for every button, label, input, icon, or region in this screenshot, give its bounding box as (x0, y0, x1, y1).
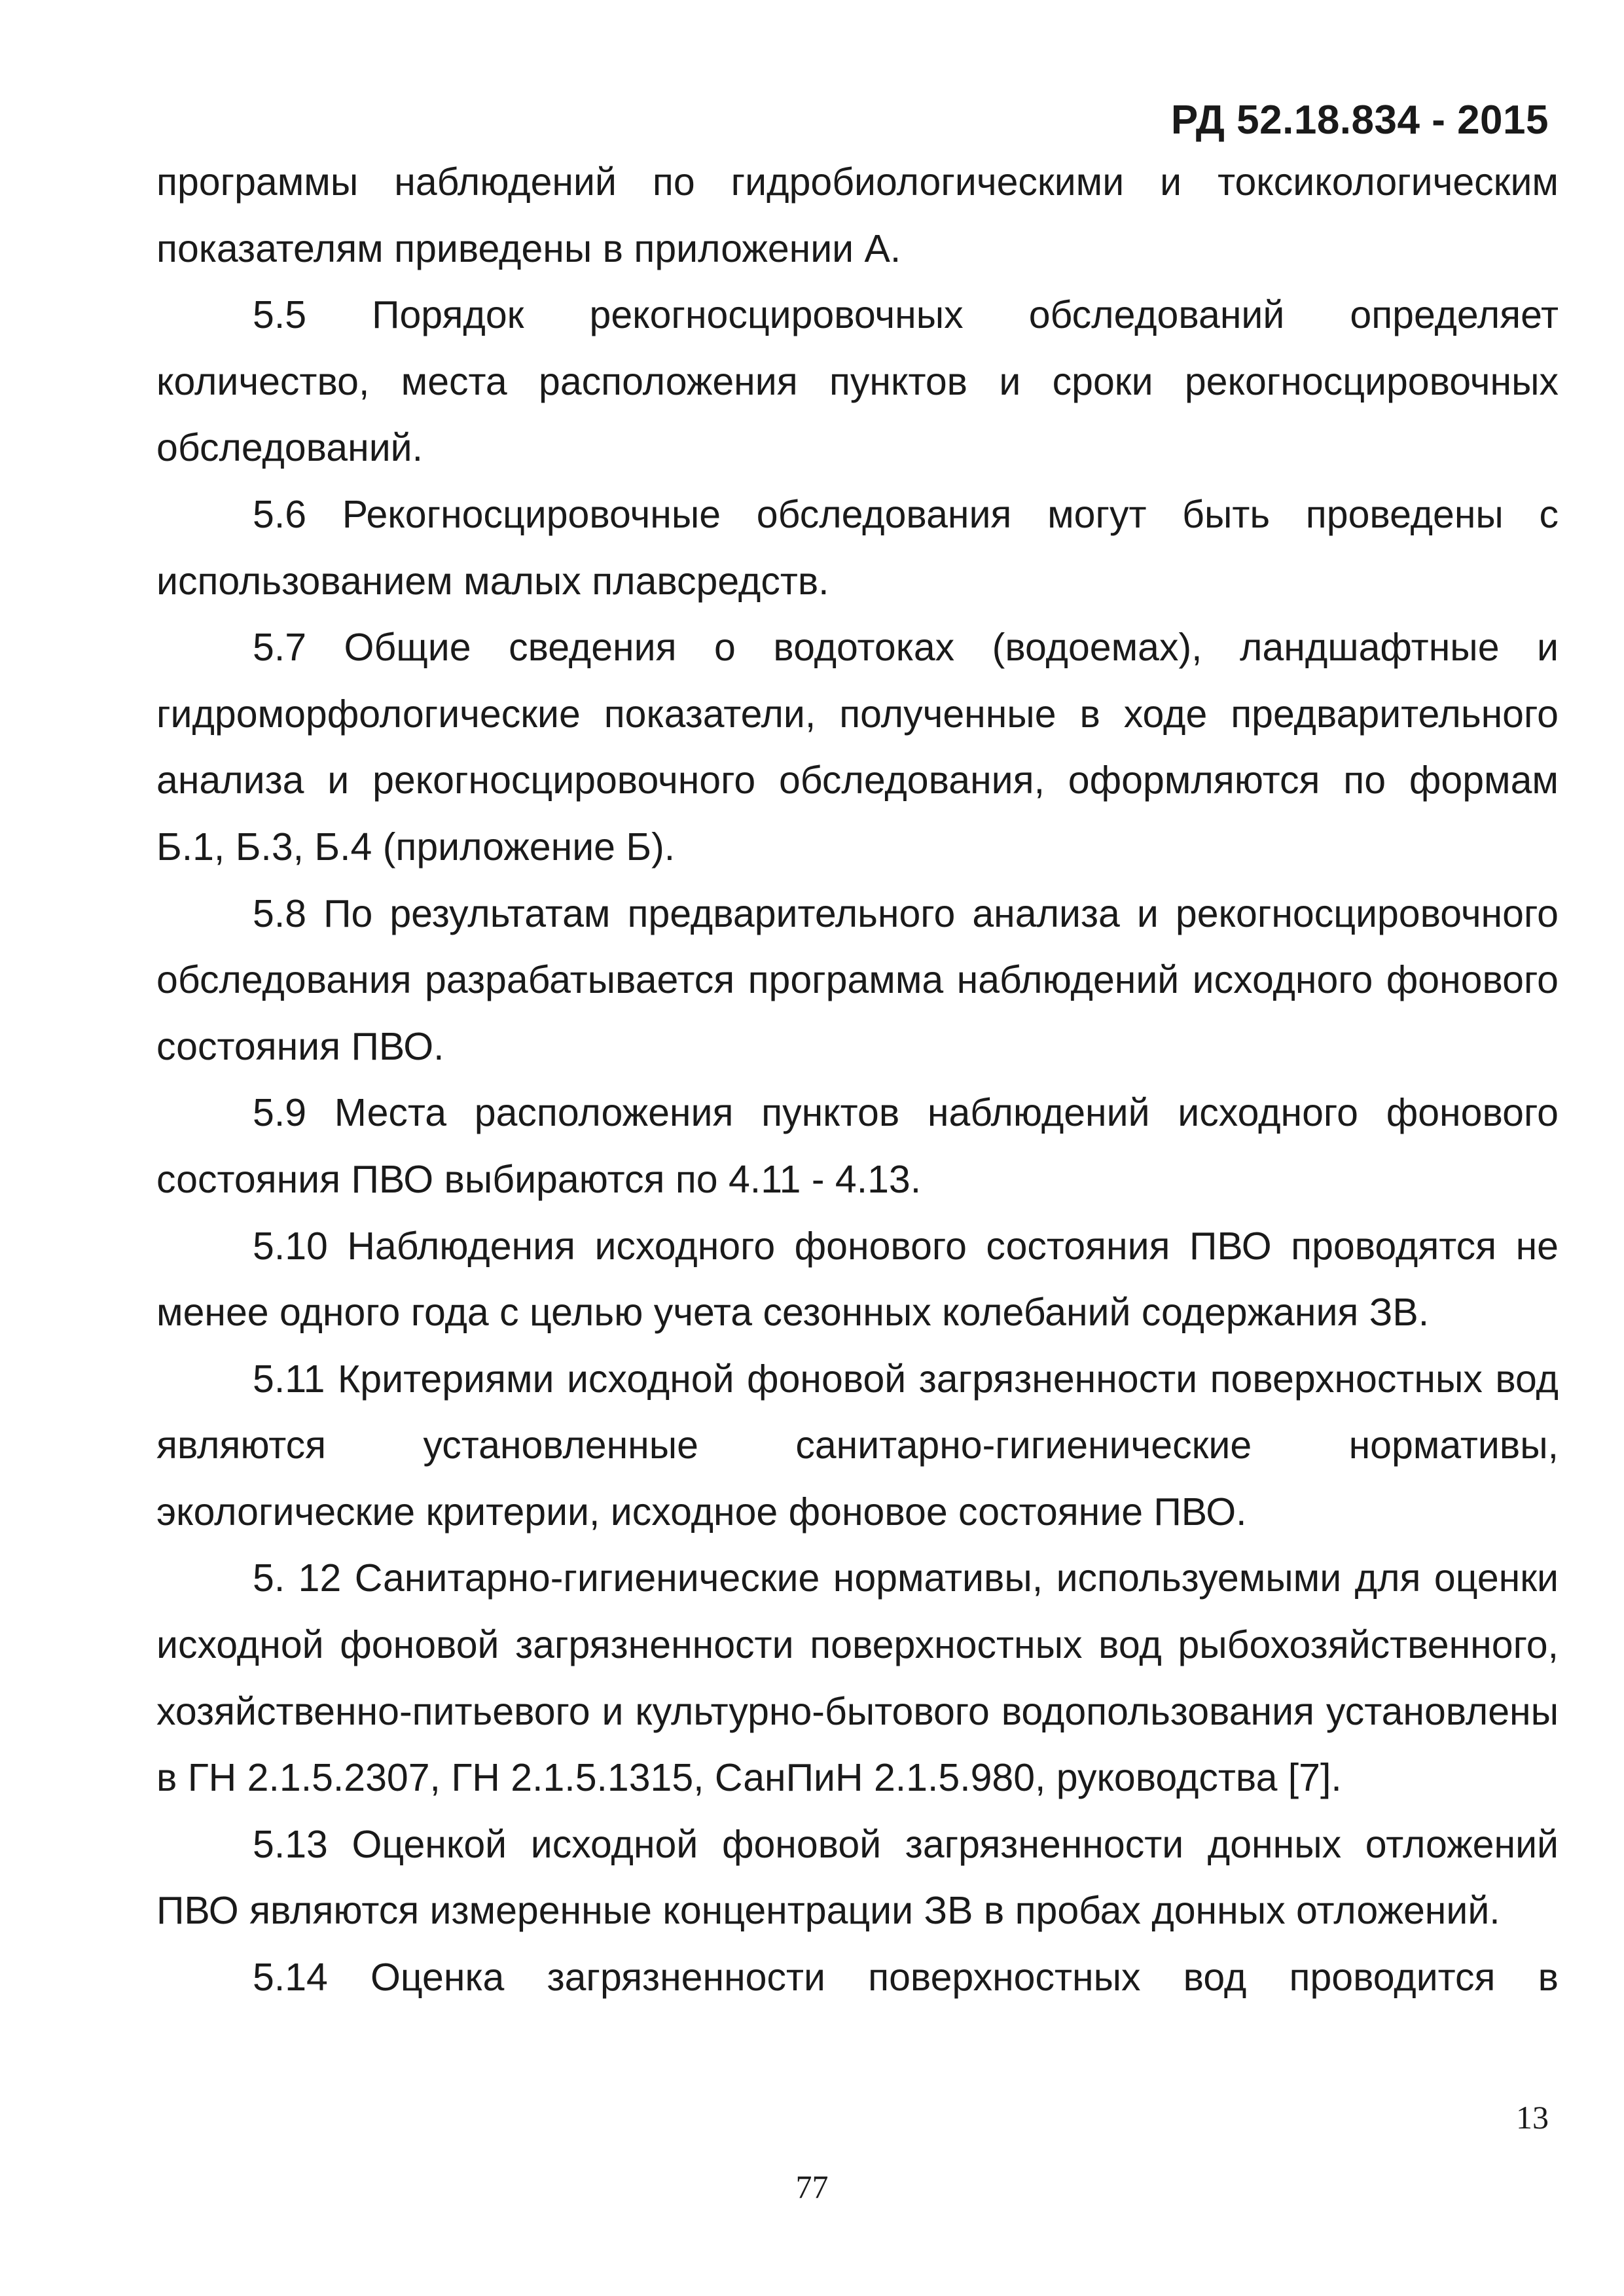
document-body (156, 149, 1559, 2011)
document-code-header: РД 52.18.834 - 2015 (1170, 98, 1549, 143)
folio-number: 77 (795, 2168, 829, 2205)
paragraph-5-7: 5.7 Общие сведения о водотоках (водоемах), ландшафтные и гидроморфологические показатели, полученные в ходе предварительного анализа и рекогносцировочного обследования, оформляются по формам Б.1, Б.3, Б.4 (приложение Б). (156, 626, 1559, 869)
paragraph-5-10: 5.10 Наблюдения исходного фонового состояния ПВО проводятся не менее одного года с целью учета сезонных колебаний содержания ЗВ. (156, 1224, 1559, 1335)
paragraph-5-13: 5.13 Оценкой исходной фоновой загрязненности донных отложений ПВО являются измеренные концентрации ЗВ в пробах донных отложений. (156, 1822, 1559, 1933)
page-number: 13 (1516, 2099, 1549, 2136)
paragraph-5-5: 5.5 Порядок рекогносцировочных обследований определяет количество, места расположения пунктов и сроки рекогносцировочных обследований. (156, 293, 1559, 470)
paragraph-continuation: программы наблюдений по гидробиологическими и токсикологическим показателям приведены в приложении А. (156, 160, 1559, 270)
paragraph-5-11: 5.11 Критериями исходной фоновой загрязненности поверхностных вод являются установленные санитарно-гигиенические нормативы, экологические критерии, исходное фоновое состояние ПВО. (156, 1357, 1559, 1534)
paragraph-5-12: 5. 12 Санитарно-гигиенические нормативы, используемыми для оценки исходной фоновой загрязненности поверхностных вод рыбохозяйственного, хозяйственно-питьевого и культурно-бытового водопользования установлены в ГН 2.1.5.2307, ГН 2.1.5.1315, СанПиН 2.1.5.980, руководства [7]. (156, 1556, 1559, 1800)
paragraph-5-14: 5.14 Оценка загрязненности поверхностных вод проводится в (253, 1956, 1559, 2000)
paragraph-5-8: 5.8 По результатам предварительного анализа и рекогносцировочного обследования разрабатывается программа наблюдений исходного фонового состояния ПВО. (156, 891, 1559, 1068)
paragraph-5-9: 5.9 Места расположения пунктов наблюдений исходного фонового состояния ПВО выбираются по 4.11 - 4.13. (156, 1091, 1559, 1201)
paragraph-5-6: 5.6 Рекогносцировочные обследования могут быть проведены с использованием малых плавсредств. (156, 492, 1559, 603)
